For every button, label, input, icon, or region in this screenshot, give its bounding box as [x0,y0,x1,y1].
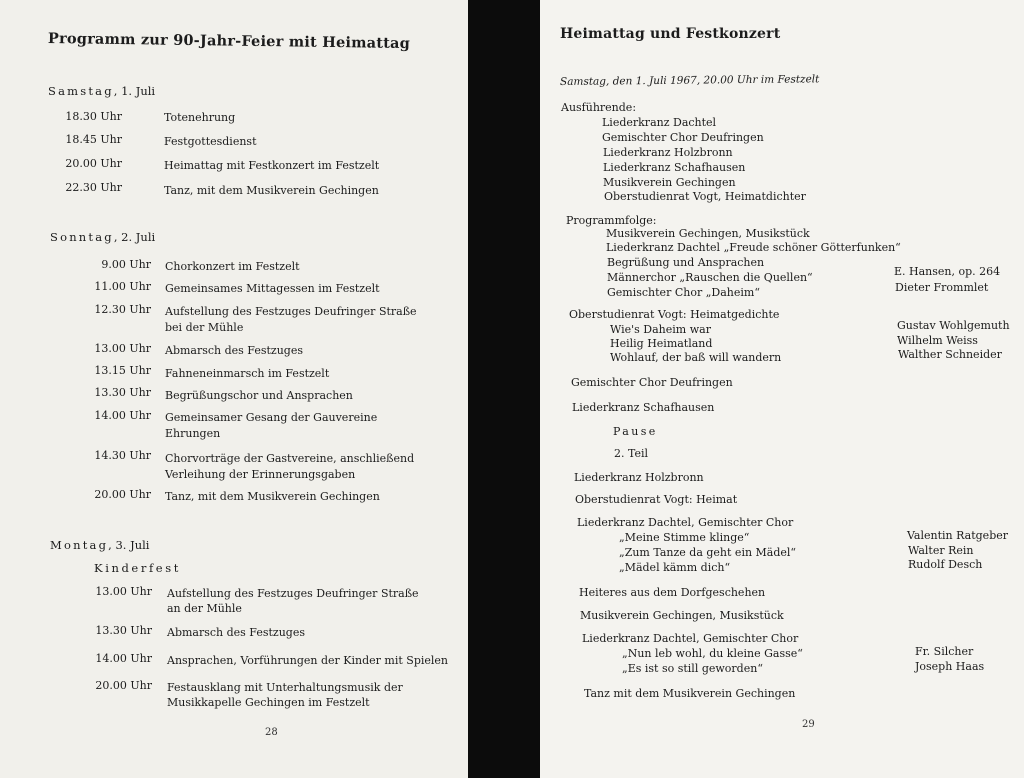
event-time: 13.00 Uhr [94,342,151,355]
event-text: bei der Mühle [165,321,244,334]
program-item: Liederkranz Dachtel „Freude schöner Götterfunken“ [606,241,901,254]
event-text: Gemeinsames Mittagessen im Festzelt [165,282,380,295]
day-heading-saturday: Samstag, 1. Juli [48,84,156,98]
composer: E. Hansen, op. 264 [894,265,1001,278]
event-time: 13.15 Uhr [94,364,151,377]
performer: Musikverein Gechingen [603,176,736,189]
event-text: Abmarsch des Festzuges [167,626,305,639]
event-time: 14.00 Uhr [95,652,152,665]
performer: Gemischter Chor Deufringen [602,131,764,144]
page-number: 29 [802,719,815,730]
event-time: 18.30 Uhr [65,110,122,123]
author: Wilhelm Weiss [897,334,978,347]
event-text: an der Mühle [167,602,242,615]
event-text: Aufstellung des Festzuges Deufringer Straße [165,305,417,318]
right-page [540,0,1024,778]
event-time: 20.00 Uhr [65,157,122,170]
part-two-label: 2. Teil [614,447,649,460]
event-text: Tanz, mit dem Musikverein Gechingen [164,184,379,197]
event-time: 11.00 Uhr [94,280,151,293]
left-page [0,0,468,778]
event-time: 18.45 Uhr [65,133,122,146]
program-entry: Oberstudienrat Vogt: Heimat [575,493,738,506]
left-page-title: Programm zur 90-Jahr-Feier mit Heimattag [47,30,411,53]
composer: Valentin Ratgeber [907,529,1008,542]
right-page-title: Heimattag und Festkonzert [560,26,781,42]
choir-heading: Liederkranz Dachtel, Gemischter Chor [577,516,794,529]
poem: Heilig Heimatland [610,337,713,350]
pause-label: Pause [613,425,658,438]
program-label: Programmfolge: [566,214,657,227]
day-subtitle: Kinderfest [94,561,181,575]
program-entry: Gemischter Chor Deufringen [571,376,733,389]
event-time: 9.00 Uhr [101,258,151,271]
event-text: Aufstellung des Festzuges Deufringer Straße [167,587,419,600]
event-text: Ansprachen, Vorführungen der Kinder mit Spielen [167,654,448,667]
event-time: 20.00 Uhr [94,488,151,501]
concert-subtitle: Samstag, den 1. Juli 1967, 20.00 Uhr im Festzelt [559,73,820,88]
performer: Liederkranz Schafhausen [603,161,746,174]
event-time: 12.30 Uhr [94,303,151,316]
event-text: Abmarsch des Festzuges [165,344,303,357]
event-time: 14.00 Uhr [94,409,151,422]
event-text: Fahneneinmarsch im Festzelt [165,367,330,380]
program-entry: Liederkranz Holzbronn [574,471,704,484]
event-text: Ehrungen [165,427,221,440]
poem: Wie's Daheim war [610,323,711,336]
event-time: 13.30 Uhr [94,386,151,399]
event-text: Heimattag mit Festkonzert im Festzelt [164,159,380,172]
program-item: Musikverein Gechingen, Musikstück [606,227,810,240]
composer: Fr. Silcher [915,645,974,658]
choir-heading: Liederkranz Dachtel, Gemischter Chor [582,632,799,645]
composer: Dieter Frommlet [895,281,989,294]
event-text: Tanz, mit dem Musikverein Gechingen [165,490,380,503]
program-entry: Liederkranz Schafhausen [572,401,715,414]
event-text: Festgottesdienst [164,135,257,148]
vogt-heading: Oberstudienrat Vogt: Heimatgedichte [569,308,780,321]
song: „Zum Tanze da geht ein Mädel“ [619,546,797,559]
day-heading-sunday: Sonntag, 2. Juli [50,230,156,244]
program-item: Männerchor „Rauschen die Quellen“ [607,271,813,284]
program-entry: Heiteres aus dem Dorfgeschehen [579,586,766,599]
composer: Joseph Haas [915,660,985,673]
program-entry: Musikverein Gechingen, Musikstück [580,609,784,622]
program-item: Gemischter Chor „Daheim“ [607,286,760,299]
author: Walther Schneider [898,348,1002,361]
performers-label: Ausführende: [561,101,637,114]
day-heading-monday: Montag, 3. Juli [50,538,150,552]
program-item: Begrüßung und Ansprachen [607,256,765,269]
event-text: Totenehrung [164,111,236,124]
song: „Nun leb wohl, du kleine Gasse“ [622,647,803,660]
event-time: 13.30 Uhr [95,624,152,637]
event-text: Festausklang mit Unterhaltungsmusik der [167,681,403,694]
event-text: Chorvorträge der Gastvereine, anschließend [165,452,415,465]
song: „Es ist so still geworden“ [622,662,763,675]
event-text: Musikkapelle Gechingen im Festzelt [167,696,370,709]
event-time: 14.30 Uhr [94,449,151,462]
program-entry: Tanz mit dem Musikverein Gechingen [584,687,796,700]
poem: Wohlauf, der baß will wandern [610,351,782,364]
song: „Mädel kämm dich“ [619,561,731,574]
event-time: 22.30 Uhr [65,181,122,194]
song: „Meine Stimme klinge“ [619,531,750,544]
event-text: Verleihung der Erinnerungsgaben [165,468,356,481]
event-time: 20.00 Uhr [95,679,152,692]
event-text: Chorkonzert im Festzelt [165,260,300,273]
event-text: Begrüßungschor und Ansprachen [165,389,353,402]
composer: Rudolf Desch [908,558,983,571]
composer: Walter Rein [908,544,974,557]
performer: Liederkranz Holzbronn [603,146,733,159]
author: Gustav Wohlgemuth [897,319,1010,332]
performer: Liederkranz Dachtel [602,116,717,129]
page-number: 28 [265,727,278,738]
performer: Oberstudienrat Vogt, Heimatdichter [604,190,806,203]
event-time: 13.00 Uhr [95,585,152,598]
event-text: Gemeinsamer Gesang der Gauvereine [165,411,378,424]
